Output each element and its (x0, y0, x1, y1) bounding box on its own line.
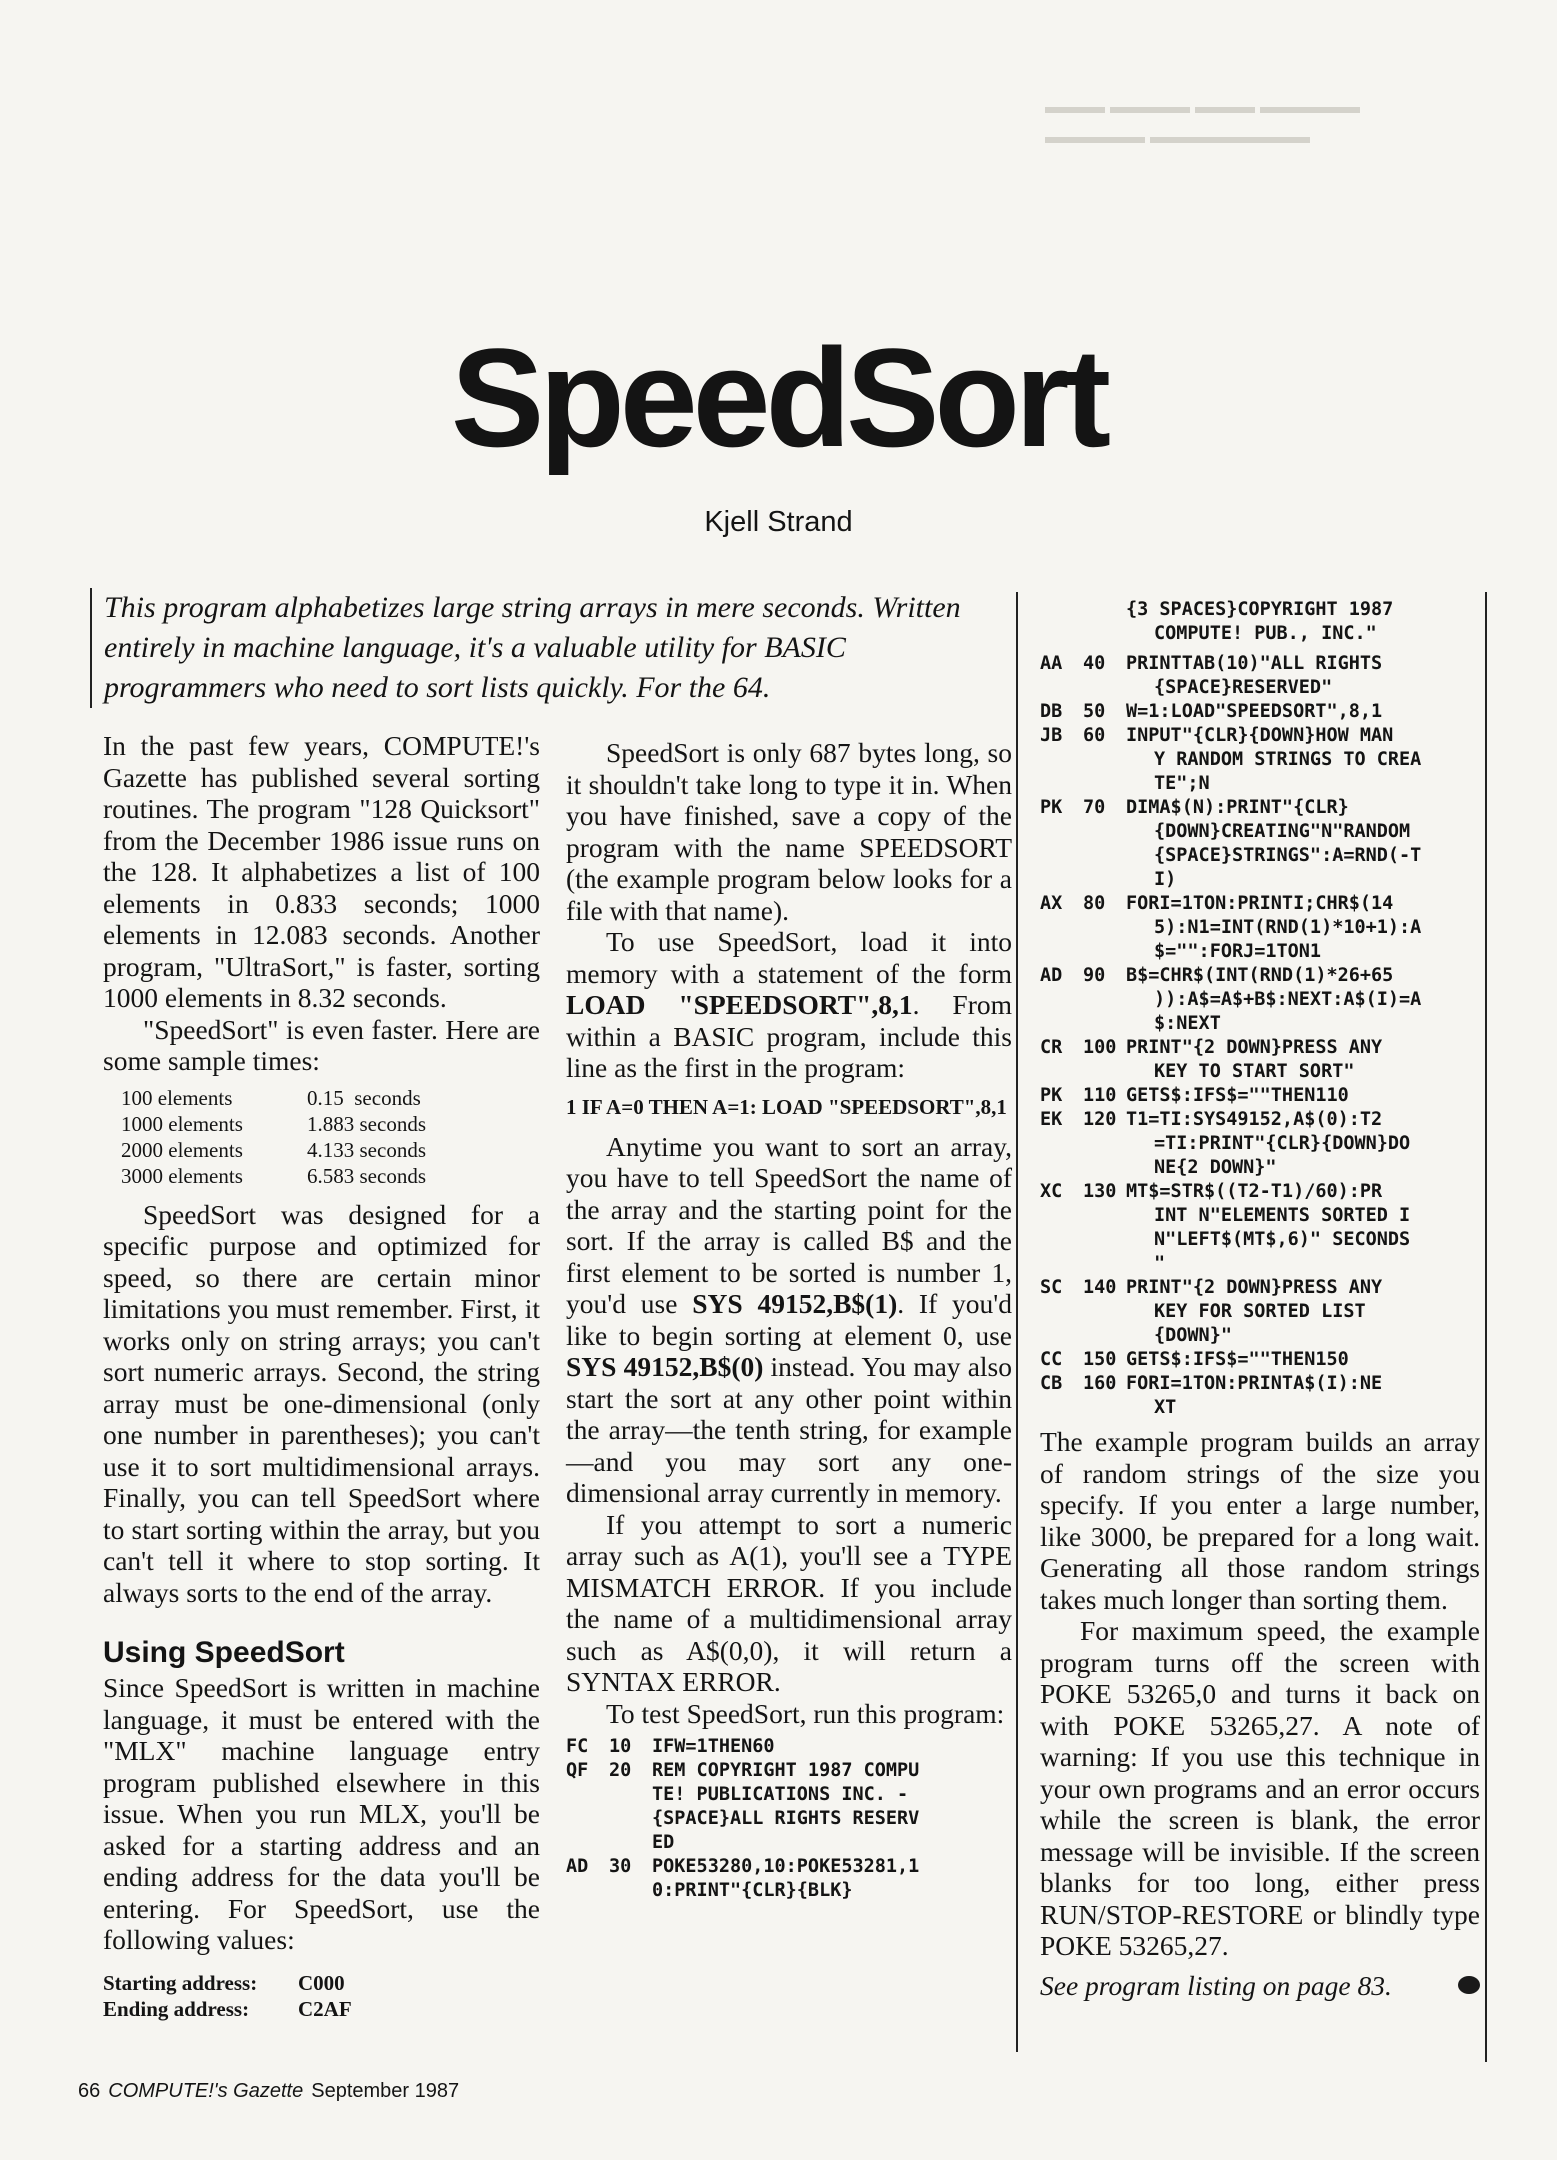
paragraph: "SpeedSort" is even faster. Here are some sample times: (103, 1013, 540, 1076)
listing-line: QF 20 REM COPYRIGHT 1987 COMPU (566, 1760, 920, 1781)
publication-name: COMPUTE!'s Gazette (108, 2080, 304, 2102)
listing-line: COMPUTE! PUB., INC." (1154, 623, 1377, 644)
page-number: 66 (78, 2080, 101, 2102)
listing-line: $="":FORJ=1TON1 (1154, 941, 1322, 962)
listing-line: PK 110 GETS$:IFS$=""THEN110 (1040, 1085, 1349, 1106)
column-1 (103, 730, 540, 2022)
table-row: Starting address: C000 (103, 1970, 345, 1995)
paragraph: Anytime you want to sort an array, you have to tell SpeedSort the name of the array and the starting point for the sort. If the array is called B$ and the first element to be sorted is number 1, you'd use SYS 49152,B$(1). If you'd like to begin sorting at element 0, use SYS 49152,B$(0) instead. You may also start the sort at any other point within the array—the tenth string, for example—and you may sort any one-dimensional array currently in memory. (566, 1130, 1013, 1508)
listing-line: TE";N (1154, 773, 1210, 794)
listing-line: {DOWN}" (1154, 1325, 1232, 1346)
paragraph: To test SpeedSort, run this program: (606, 1697, 1005, 1729)
listing-line: AA 40 PRINTTAB(10)"ALL RIGHTS (1040, 653, 1383, 674)
listing-line: AD 90 B$=CHR$(INT(RND(1)*26+65 (1040, 965, 1394, 986)
program-listing (566, 1735, 1012, 1903)
column-2 (566, 737, 1012, 1909)
paragraph: Since SpeedSort is written in machine language, it must be entered with the "MLX" machine language entry program published elsewhere in this issue. When you run MLX, you'll be asked for a starting address and an ending address for the data you'll be entering. For SpeedSort, use the following values: (103, 1672, 540, 1955)
endnote: See program listing on page 83. (1040, 1970, 1480, 2002)
listing-line: KEY FOR SORTED LIST (1154, 1301, 1366, 1322)
paragraph: SpeedSort was designed for a specific purpose and optimized for speed, so there are certain minor limitations you must remember. First, it works only on string arrays; you can't sort numeric arrays. Second, the string array must be one-dimensional (only one number in parentheses); you can't use it to sort multidimensional arrays. Finally, you can tell SpeedSort where to start sorting within the array, but you can't tell it where to stop sorting. It always sorts to the end of the array. (103, 1198, 540, 1608)
code-line: 1 IF A=0 THEN A=1: LOAD "SPEEDSORT",8,1 (566, 1094, 1007, 1119)
paragraph: The example program builds an array of random strings of the size you specify. If you enter a large number, like 3000, be prepared for a long wait. Generating all those random strings takes much longer than sorting them. (1040, 1426, 1480, 1615)
listing-line: {DOWN}CREATING"N"RANDOM (1154, 821, 1411, 842)
listing-line: INT N"ELEMENTS SORTED I (1154, 1205, 1411, 1226)
listing-line: $:NEXT (1154, 1013, 1221, 1034)
listing-line: =TI:PRINT"{CLR}{DOWN}DO (1154, 1133, 1411, 1154)
intro-blurb: This program alphabetizes large string arrays in mere seconds. Written entirely in machine language, it's a valuable utility for BASIC programmers who need to sort lists quickly. For the 64. (90, 588, 1014, 708)
program-listing (1040, 652, 1480, 1420)
listing-line: AD 30 POKE53280,10:POKE53281,1 (566, 1856, 920, 1877)
listing-line: JB 60 INPUT"{CLR}{DOWN}HOW MAN (1040, 725, 1394, 746)
section-heading: Using SpeedSort (103, 1636, 345, 1669)
listing-line: " (1154, 1253, 1166, 1274)
listing-line: NE{2 DOWN}" (1154, 1157, 1277, 1178)
author-byline: Kjell Strand (704, 506, 853, 538)
listing-line: FC 10 IFW=1THEN60 (566, 1736, 775, 1757)
table-row: 3000 elements 6.583 seconds (121, 1163, 426, 1188)
end-of-article-mark (1458, 1976, 1480, 1994)
article-title: SpeedSort (450, 319, 1107, 476)
listing-line: Y RANDOM STRINGS TO CREA (1154, 749, 1422, 770)
column-rule (1016, 592, 1018, 2052)
listing-line: N"LEFT$(MT$,6)" SECONDS (1154, 1229, 1411, 1250)
paragraph: In the past few years, COMPUTE!'s Gazette has published several sorting routines. The program "128 Quicksort" from the December 1986 issue runs on the 128. It alphabetizes a list of 100 elements in 0.833 seconds; 1000 elements in 12.083 seconds. Another program, "UltraSort," is faster, sorting 1000 elements in 8.32 seconds. (103, 730, 540, 1013)
listing-line: AX 80 FORI=1TON:PRINTI;CHR$(14 (1040, 893, 1394, 914)
program-listing (1040, 598, 1480, 646)
listing-line: 0:PRINT"{CLR}{BLK} (652, 1880, 853, 1901)
address-table (103, 1970, 352, 2022)
listing-line: {3 SPACES}COPYRIGHT 1987 (1126, 599, 1394, 620)
listing-line: CB 160 FORI=1TON:PRINTA$(I):NE (1040, 1373, 1383, 1394)
listing-line: DB 50 W=1:LOAD"SPEEDSORT",8,1 (1040, 701, 1383, 722)
listing-line: PK 70 DIMA$(N):PRINT"{CLR} (1040, 797, 1349, 818)
table-row: 2000 elements 4.133 seconds (121, 1137, 426, 1162)
issue-date: September 1987 (311, 2080, 460, 2102)
table-row: 100 elements 0.15 seconds (121, 1085, 421, 1110)
listing-line: )):A$=A$+B$:NEXT:A$(I)=A (1154, 989, 1422, 1010)
listing-line: SC 140 PRINT"{2 DOWN}PRESS ANY (1040, 1277, 1383, 1298)
table-row: 1000 elements 1.883 seconds (121, 1111, 426, 1136)
listing-line: XC 130 MT$=STR$((T2-T1)/60):PR (1040, 1181, 1383, 1202)
page-footer (78, 2080, 459, 2103)
listing-line: {SPACE}ALL RIGHTS RESERV (652, 1808, 920, 1829)
listing-line: 5):N1=INT(RND(1)*10+1):A (1154, 917, 1422, 938)
listing-line: EK 120 T1=TI:SYS49152,A$(0):T2 (1040, 1109, 1383, 1130)
paragraph: If you attempt to sort a numeric array such as A(1), you'll see a TYPE MISMATCH ERROR. If you include the name of a multidimensional array such as A$(0,0), it will return a SYNTAX ERROR. (566, 1508, 1012, 1697)
column-3 (1040, 592, 1480, 2001)
listing-line: CR 100 PRINT"{2 DOWN}PRESS ANY (1040, 1037, 1383, 1058)
listing-line: KEY TO START SORT" (1154, 1061, 1355, 1082)
paragraph: For maximum speed, the example program turns off the screen with POKE 53265,0 and turns it back on with POKE 53265,27. A note of warning: If you use this technique in your own programs and an error occurs while the screen is blank, the error message will be invisible. If the screen blanks for too long, either press RUN/STOP-RESTORE or blindly type POKE 53265,27. (1040, 1615, 1480, 1961)
column-rule (1485, 592, 1487, 2062)
listing-line: TE! PUBLICATIONS INC. - (652, 1784, 909, 1805)
show-through-artifact: ▬▬▬ ▬▬▬▬ ▬▬▬ ▬▬▬▬▬ ▬▬▬▬▬ ▬▬▬▬▬▬▬▬ (1045, 96, 1360, 148)
paragraph: To use SpeedSort, load it into memory with a statement of the form LOAD "SPEEDSORT",8,1. From within a BASIC program, include this line as the first in the program: (566, 926, 1013, 1083)
listing-line: {SPACE}RESERVED" (1154, 677, 1333, 698)
listing-line: CC 150 GETS$:IFS$=""THEN150 (1040, 1349, 1349, 1370)
paragraph: SpeedSort is only 687 bytes long, so it shouldn't take long to type it in. When you have finished, save a copy of the program with the name SPEEDSORT (the example program below looks for a file with that name). (566, 737, 1012, 926)
listing-line: XT (1154, 1397, 1177, 1418)
listing-line: {SPACE}STRINGS":A=RND(-T (1154, 845, 1422, 866)
sample-times-table (121, 1085, 426, 1189)
table-row: Ending address: C2AF (103, 1996, 352, 2021)
listing-line: ED (652, 1832, 675, 1853)
listing-line: I) (1154, 869, 1177, 890)
